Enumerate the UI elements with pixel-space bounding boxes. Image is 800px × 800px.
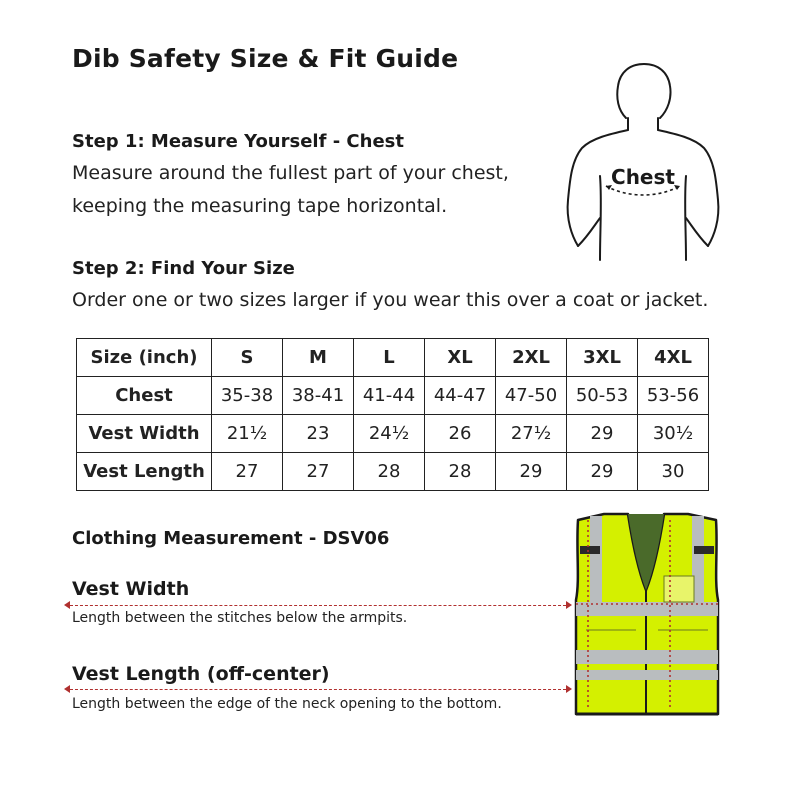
table-cell: 29 [496,453,567,491]
table-cell: 38-41 [283,377,354,415]
arrow-left-icon [64,685,70,693]
table-cell: 24½ [354,415,425,453]
table-cell: 26 [425,415,496,453]
table-cell: 30½ [638,415,709,453]
table-cell: 28 [425,453,496,491]
table-cell: 27 [283,453,354,491]
table-cell: 53-56 [638,377,709,415]
size-chart-table [76,338,709,491]
table-cell: 29 [567,453,638,491]
table-header-cell: 2XL [496,339,567,377]
table-cell: 30 [638,453,709,491]
step1-heading: Step 1: Measure Yourself - Chest [72,131,404,152]
chest-measurement-figure [548,60,738,270]
step2-text: Order one or two sizes larger if you wear this over a coat or jacket. [72,289,709,311]
vest-length-arrow [70,689,566,690]
table-header-cell: L [354,339,425,377]
safety-vest-image [566,510,728,720]
table-cell: 50-53 [567,377,638,415]
row-label: Chest [77,377,212,415]
vest-width-desc: Length between the stitches below the armpits. [72,610,408,626]
table-header-cell: S [212,339,283,377]
table-header-cell: M [283,339,354,377]
arrow-left-icon [64,601,70,609]
table-cell: 28 [354,453,425,491]
table-header-cell: Size (inch) [77,339,212,377]
table-row [77,453,709,491]
page-title: Dib Safety Size & Fit Guide [72,44,459,73]
table-cell: 29 [567,415,638,453]
table-header-cell: 3XL [567,339,638,377]
row-label: Vest Length [77,453,212,491]
vest-length-title: Vest Length (off-center) [72,663,330,685]
vest-width-title: Vest Width [72,578,190,600]
table-row [77,377,709,415]
table-cell: 23 [283,415,354,453]
table-cell: 21½ [212,415,283,453]
table-cell: 27 [212,453,283,491]
table-cell: 47-50 [496,377,567,415]
table-cell: 35-38 [212,377,283,415]
table-cell: 41-44 [354,377,425,415]
table-header-cell: 4XL [638,339,709,377]
table-cell: 44-47 [425,377,496,415]
vest-length-desc: Length between the edge of the neck opening to the bottom. [72,696,502,712]
table-header-row [77,339,709,377]
table-cell: 27½ [496,415,567,453]
step2-heading: Step 2: Find Your Size [72,258,295,279]
table-row [77,415,709,453]
clothing-heading: Clothing Measurement - DSV06 [72,528,390,549]
step1-text-line1: Measure around the fullest part of your chest, [72,162,509,184]
table-header-cell: XL [425,339,496,377]
step1-text-line2: keeping the measuring tape horizontal. [72,195,448,217]
row-label: Vest Width [77,415,212,453]
chest-label: Chest [611,165,675,189]
vest-width-arrow [70,605,566,606]
